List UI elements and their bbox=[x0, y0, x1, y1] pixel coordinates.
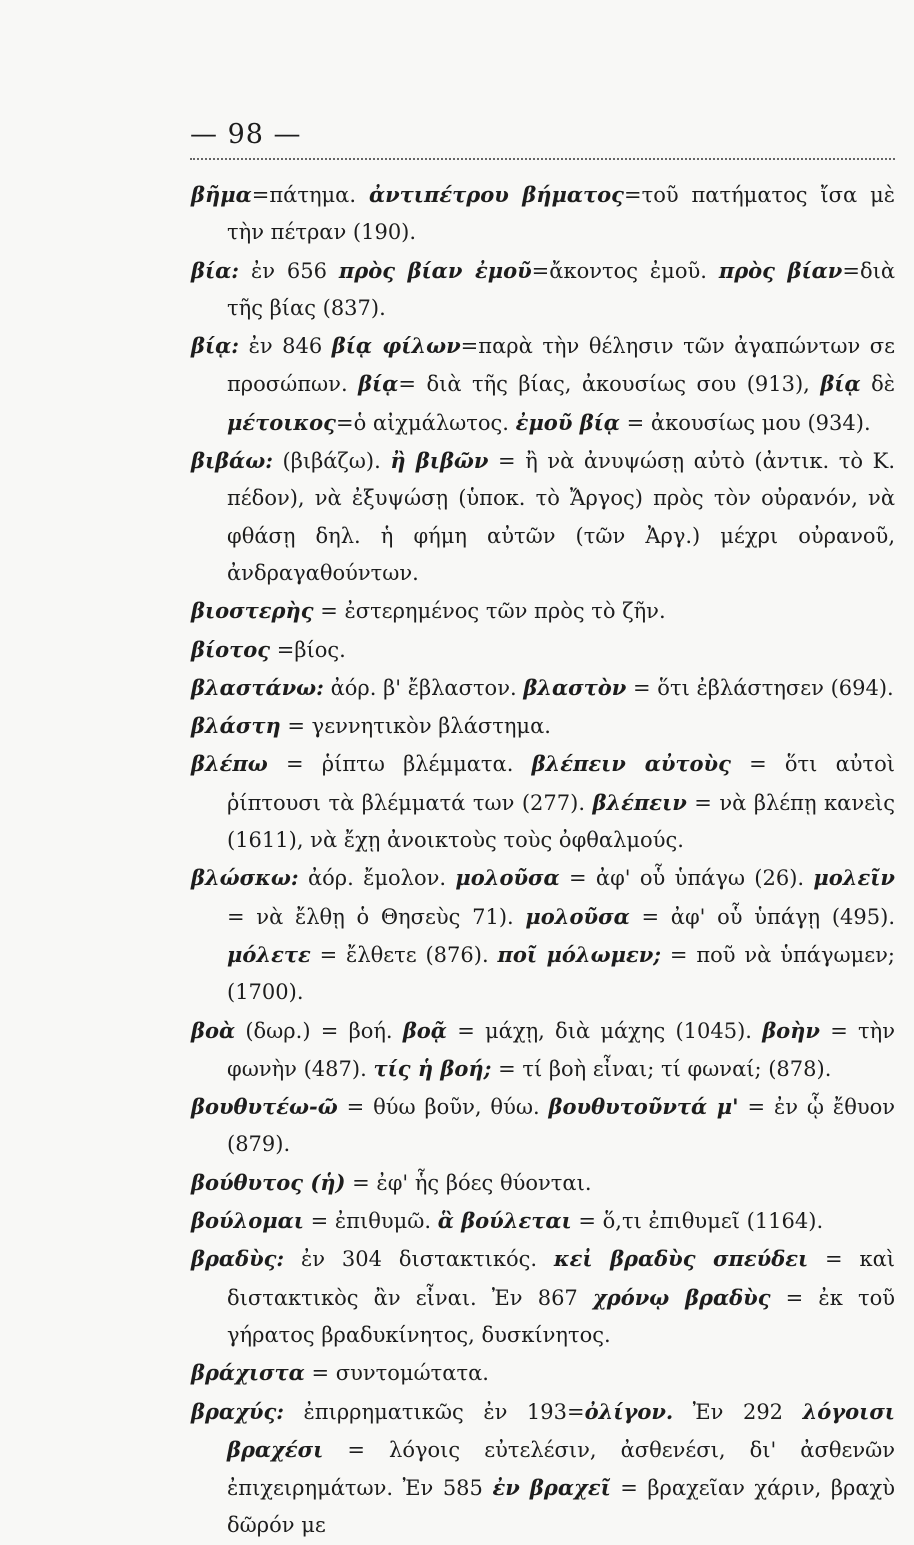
glossary-entry: βίᾳ: ἐν 846 βίᾳ φίλων=παρὰ τὴν θέλησιν τῶν ἀγαπώντων σε προσώπων. βίᾳ= διὰ τῆς βίας, ἀκουσίως σου (913), βίᾳ δὲ μέτοικος=ὁ αἰχμάλωτος. ἐμοῦ βίᾳ = ἀκουσίως μου (934). bbox=[191, 333, 896, 435]
glossary-entry: βία: ἐν 656 πρὸς βίαν ἐμοῦ=ἄκοντος ἐμοῦ. πρὸς βίαν=διὰ τῆς βίας (837). bbox=[191, 257, 895, 320]
glossary-entry: βιοστερὴς = ἐστερημένος τῶν πρὸς τὸ ζῆν. bbox=[191, 598, 666, 624]
glossary-entry: βουθυτέω-ῶ = θύω βοῦν, θύω. βουθυτοῦντά μ' = ἐν ᾧ ἔθυον (879). bbox=[191, 1094, 896, 1157]
glossary-entry: βλέπω = ῥίπτω βλέμματα. βλέπειν αὐτοὺς = ὅτι αὐτοὶ ῥίπτουσι τὰ βλέμματά των (277). βλέπειν = νὰ βλέπῃ κανεὶς (1611), νὰ ἔχῃ ἀνοικτοὺς τοὺς ὀφθαλμούς. bbox=[191, 751, 896, 853]
page-number-header: — 98 — bbox=[190, 119, 302, 150]
glossary-entry: βίοτος =βίος. bbox=[191, 636, 346, 662]
glossary-entry: βῆμα=πάτημα. ἀντιπέτρου βήματος=τοῦ πατήματος ἴσα μὲ τὴν πέτραν (190). bbox=[191, 182, 895, 245]
glossary-entries bbox=[191, 176, 895, 1545]
glossary-entry: βλάστη = γεννητικὸν βλάστημα. bbox=[191, 713, 551, 739]
header-rule bbox=[190, 158, 895, 160]
glossary-entry: βιβάω: (βιβάζω). ἢ βιβῶν = ἢ νὰ ἀνυψώσῃ αὐτὸ (ἀντικ. τὸ Κ. πέδον), νὰ ἐξυψώσῃ (ὑποκ. τὸ Ἄργος) πρὸς τὸν οὐρανόν, νὰ φθάσῃ δηλ. ἡ φήμη αὐτῶν (τῶν Ἀργ.) μέχρι οὐρανοῦ, ἀνδραγαθούντων. bbox=[191, 448, 895, 585]
glossary-entry: βραχύς: ἐπιρρηματικῶς ἐν 193=ὀλίγον. Ἐν 292 λόγοισι βραχέσι = λόγοις εὐτελέσιν, ἀσθενέσι, δι' ἀσθενῶν ἐπιχειρημάτων. Ἐν 585 ἐν βραχεῖ = βραχεῖαν χάριν, βραχὺ δῶρόν με bbox=[191, 1398, 895, 1538]
glossary-entry: βλώσκω: ἀόρ. ἔμολον. μολοῦσα = ἀφ' οὗ ὑπάγω (26). μολεῖν = νὰ ἔλθῃ ὁ Θησεὺς 71). μολοῦσα = ἀφ' οὗ ὑπάγῃ (495). μόλετε = ἔλθετε (876). ποῖ μόλωμεν; = ποῦ νὰ ὑπάγωμεν; (1700). bbox=[191, 865, 895, 1005]
glossary-entry: βραδὺς: ἐν 304 διστακτικός. κεἰ βραδὺς σπεύδει = καὶ διστακτικὸς ἂν εἶναι. Ἐν 867 χρόνῳ βραδὺς = ἐκ τοῦ γήρατος βραδυκίνητος, δυσκίνητος. bbox=[191, 1246, 895, 1347]
glossary-entry: βούθυτος (ἡ) = ἐφ' ἧς βόες θύονται. bbox=[191, 1169, 592, 1195]
glossary-entry: βλαστάνω: ἀόρ. β' ἔβλαστον. βλαστὸν = ὅτι ἐβλάστησεν (694). bbox=[191, 674, 894, 700]
glossary-entry: βούλομαι = ἐπιθυμῶ. ἃ βούλεται = ὅ,τι ἐπιθυμεῖ (1164). bbox=[191, 1208, 824, 1234]
glossary-entry: βράχιστα = συντομώτατα. bbox=[191, 1360, 489, 1386]
glossary-entry: βοὰ (δωρ.) = βοή. βοᾷ = μάχῃ, διὰ μάχης (1045). βοὴν = τὴν φωνὴν (487). τίς ἡ βοή; = τί βοὴ εἶναι; τί φωναί; (878). bbox=[191, 1017, 895, 1081]
